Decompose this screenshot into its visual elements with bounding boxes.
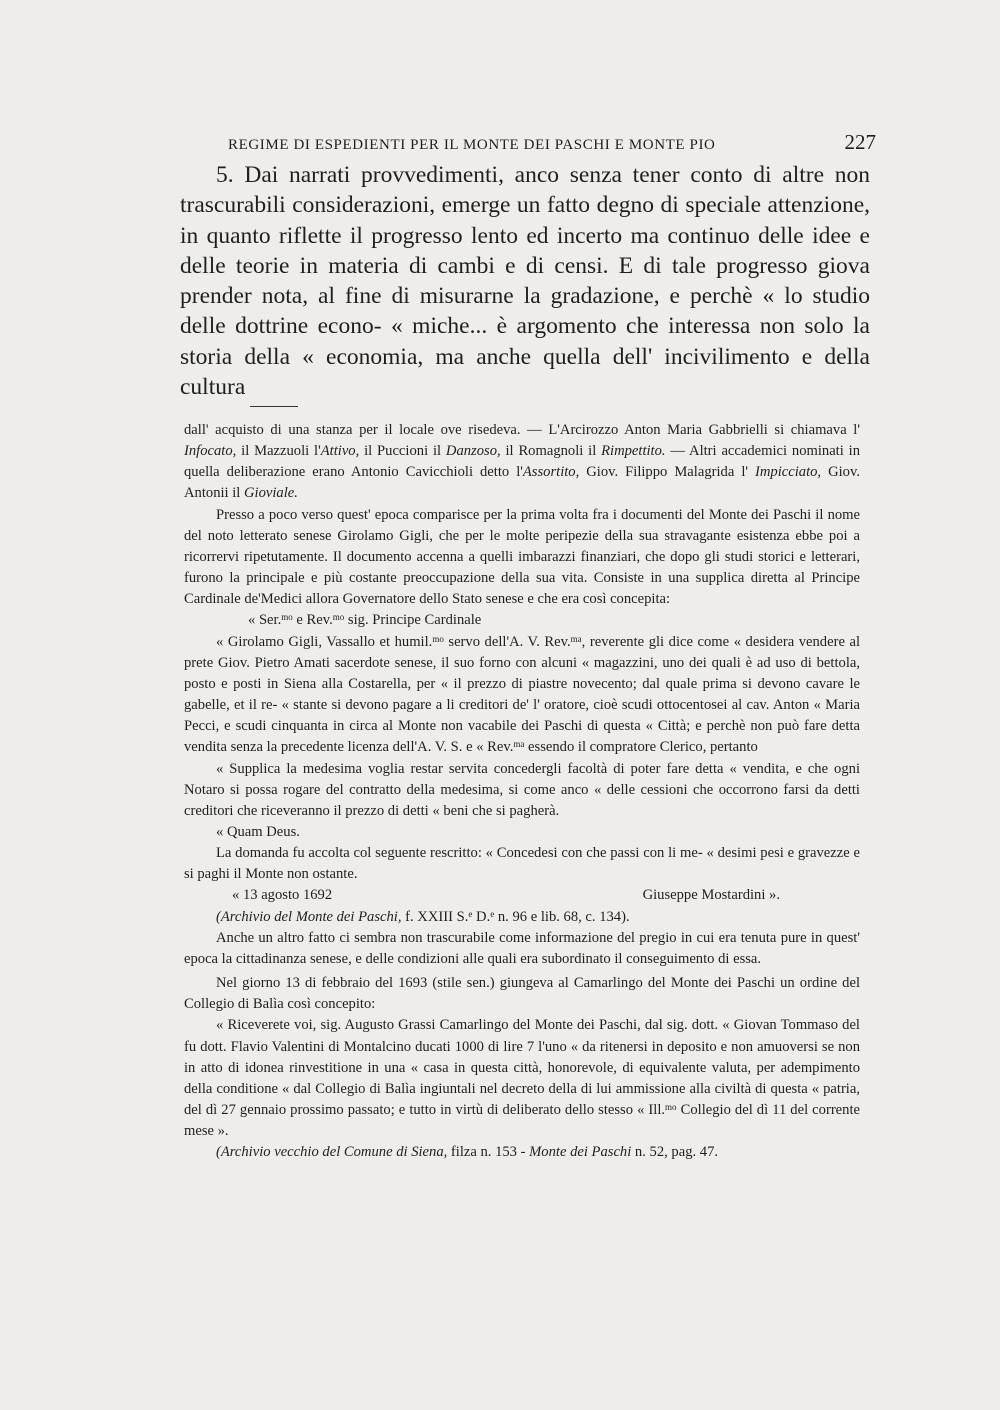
quote-closing: « Quam Deus. xyxy=(216,823,300,840)
main-text xyxy=(180,160,870,402)
note-paragraph-balia: Nel giorno 13 di febbraio del 1693 (stile sen.) giungeva al Camarlingo del Monte dei Paschi un ordine del Collegio di Balìa così concepito: xyxy=(184,975,860,1013)
footnotes xyxy=(184,420,860,1163)
body-paragraph: 5. Dai narrati provvedimenti, anco senza tener conto di altre non trascurabili considerazioni, emerge un fatto degno di speciale attenzione, in quanto riflette il progresso lento ed incerto ma continuo delle idee e delle teorie in materia di cambi e di censi. E di tale progresso giova prender nota, al fine di misurarne la gradazione, e perchè « lo studio delle dottrine econo- « miche... è argomento che interessa non solo la storia della « economia, ma anche quella dell' incivilimento e della cultura xyxy=(180,162,870,401)
quote-request: « Supplica la medesima voglia restar servita concedergli facoltà di poter fare detta « vendita, e che ogni Notaro si possa rogare del contratto della medesima, si come anco « delle cessioni che occorrono farsi da detti creditori che riceveranno il prezzo di detti « beni che si pagherà. xyxy=(184,760,860,819)
source-citation-1: (Archivio del Monte dei Paschi, f. XXIII S.$^e$ D.$^e$ n. 96 e lib. 68, c. 134). xyxy=(216,908,630,925)
source-citation-2: (Archivio vecchio del Comune di Siena, filza n. 153 - Monte dei Paschi n. 52, pag. 47. xyxy=(216,1144,719,1161)
note-paragraph-cittadinanza: Anche un altro fatto ci sembra non trascurabile come informazione del pregio in cui era tenuta pure in quest' epoca la cittadinanza senese, e delle condizioni alle quali era subordinato il conseguimento di essa. xyxy=(184,929,860,967)
footnote-divider xyxy=(250,406,298,407)
page-number: 227 xyxy=(844,130,876,154)
footnote-continuation: dall' acquisto di una stanza per il locale ove risedeva. — L'Arcirozzo Anton Maria Gabbrielli si chiamava l' Infocato, il Mazzuoli l'Attivo, il Puccioni il Danzoso, il Romagnoli il Rimpettito. — Altri accademici nominati in quella deliberazione erano Antonio Cavicchioli detto l'Assortito, Giov. Filippo Malagrida l' Impicciato, Giov. Antonii il Gioviale. xyxy=(184,422,860,502)
quote-order: « Riceverete voi, sig. Augusto Grassi Camarlingo del Monte dei Paschi, dal sig. dott. « Giovan Tommaso del fu dott. Flavio Valentini di Montalcino ducati 1000 di lire 7 l'uno « da ritenersi in deposito e non amuoversi se non in atto di idonea rinvestitione in una « casa in questa città, honorevole, di equivalente valuta, per adempimento della conditione « dal Collegio di Balìa ingiuntali nel decreto della di lui ammissione alla civiltà di questa « patria, del dì 27 gennaio prossimo passato; e tutto in virtù di deliberato dello stesso « Ill.$^{mo}$ Collegio del dì 11 del corrente mese ». xyxy=(184,1017,860,1140)
page-header xyxy=(228,130,876,155)
rescritto-date: « 13 agosto 1692 xyxy=(232,887,333,904)
date-signature-line xyxy=(184,885,860,906)
running-head: REGIME DI ESPEDIENTI PER IL MONTE DEI PASCHI E MONTE PIO xyxy=(228,137,716,153)
note-paragraph-gigli: Presso a poco verso quest' epoca comparisce per la prima volta fra i documenti del Monte dei Paschi il nome del noto letterato senese Girolamo Gigli, che per le molte peripezie della sua stravagante esistenza ebbe poi a ricorrervi ripetutamente. Il documento accenna a quelli imbarazzi finanziari, che dopo gli studi storici e letterari, furono la principale e più costante preoccupazione della sua vita. Consiste in una supplica diretta al Principe Cardinale de'Medici allora Governatore dello Stato senese e che era così concepita: xyxy=(184,506,860,608)
note-paragraph-rescritto: La domanda fu accolta col seguente rescritto: « Concedesi con che passi con li me- « desimi pesi e gravezze e si paghi il Monte non ostante. xyxy=(184,845,860,883)
quote-supplica: « Girolamo Gigli, Vassallo et humil.$^{mo}$ servo dell'A. V. Rev.$^{ma}$, reverente gli dice come « desidera vendere al prete Giov. Pietro Amati sacerdote senese, il suo forno con alcuni « magazzini, uno dei quali è ad uso di bettola, posto e posti in Siena alla Costarella, per « il prezzo di piastre novecento; dal quale prima si devono cavare le gabelle, et il re- « stante si devono pagare a li creditori de' l' oratore, cioè scudi ottocentosei al cav. Anton « Maria Pecci, e scudi cinquanta in circa al Monte non vacabile dei Paschi di questa « Città; e perchè non può fare detta vendita senza la precedente licenza dell'A. V. S. e « Rev.$^{ma}$ essendo il compratore Clerico, pertanto xyxy=(184,633,861,756)
quote-address: « Ser.$^{mo}$ e Rev.$^{mo}$ sig. Principe Cardinale xyxy=(248,612,482,629)
rescritto-signature: Giuseppe Mostardini ». xyxy=(642,887,780,904)
